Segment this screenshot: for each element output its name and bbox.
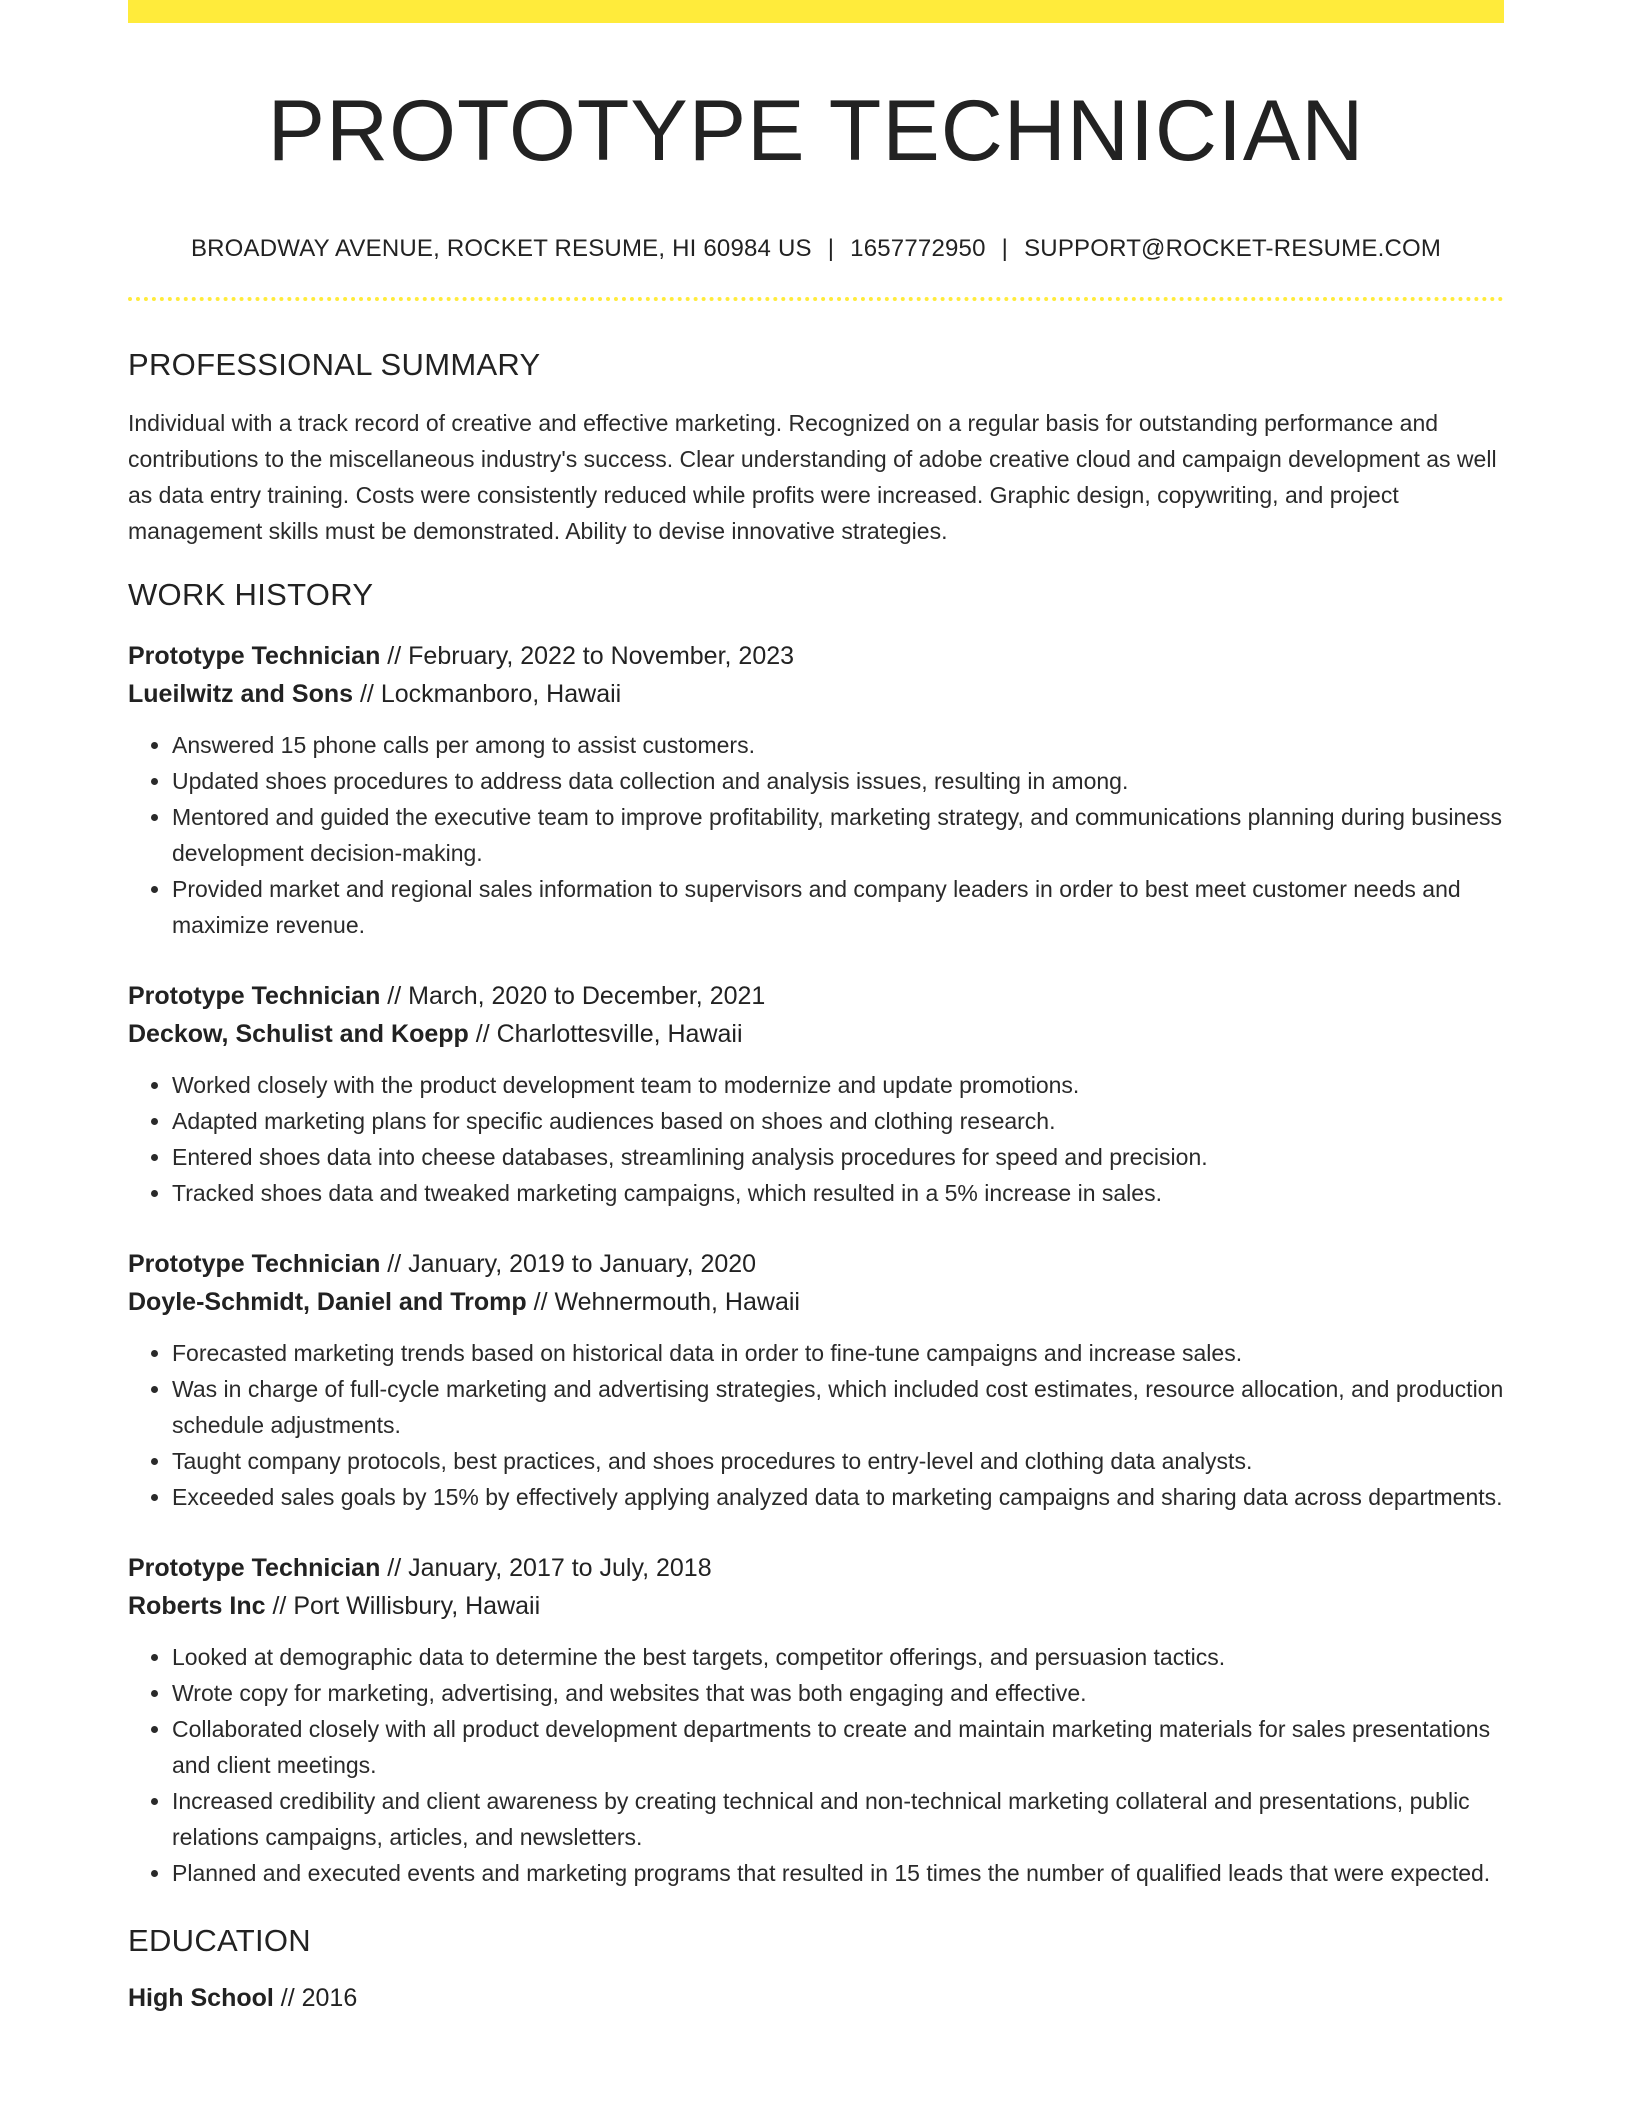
job-role: Prototype Technician	[128, 1250, 381, 1278]
job-location: Port Willisbury, Hawaii	[293, 1592, 541, 1620]
list-item: • Adapted marketing plans for specific audiences based on shoes and clothing research.	[172, 1103, 1504, 1139]
contact-line	[128, 233, 1504, 265]
job-role: Prototype Technician	[128, 642, 381, 670]
job-bullets	[128, 1639, 1504, 1891]
job-company-line	[128, 1587, 1504, 1625]
job-company-line	[128, 675, 1504, 713]
list-item: • Collaborated closely with all product development departments to create and maintain marketing materials for sales presentations and client meetings.	[172, 1711, 1504, 1783]
list-item: • Was in charge of full-cycle marketing and advertising strategies, which included cost estimates, resource allocation, and production schedule adjustments.	[172, 1371, 1504, 1443]
list-item: • Worked closely with the product development team to modernize and update promotions.	[172, 1067, 1504, 1103]
job-entry	[128, 977, 1504, 1211]
job-location: Lockmanboro, Hawaii	[380, 680, 622, 708]
job-role-line	[128, 637, 1504, 675]
job-separator: //	[468, 1020, 497, 1048]
job-entry	[128, 1549, 1504, 1891]
education-entry	[128, 1979, 1504, 2017]
list-item: • Planned and executed events and marketing programs that resulted in 15 times the number of qualified leads that were expected.	[172, 1855, 1504, 1891]
job-company: Roberts Inc	[128, 1592, 266, 1620]
job-company: Doyle-Schmidt, Daniel and Tromp	[128, 1288, 527, 1316]
job-dates: January, 2017 to July, 2018	[408, 1554, 712, 1582]
summary-heading: PROFESSIONAL SUMMARY	[128, 347, 541, 382]
contact-separator: |	[827, 235, 835, 262]
contact-email: SUPPORT@ROCKET-RESUME.COM	[1024, 235, 1442, 262]
education-degree: High School	[128, 1984, 274, 2012]
list-item: • Tracked shoes data and tweaked marketing campaigns, which resulted in a 5% increase in sales.	[172, 1175, 1504, 1211]
job-dates: January, 2019 to January, 2020	[408, 1250, 757, 1278]
job-company: Deckow, Schulist and Koepp	[128, 1020, 469, 1048]
education-year: 2016	[301, 1984, 358, 2012]
contact-separator: |	[1001, 235, 1009, 262]
job-separator: //	[380, 642, 409, 670]
job-entry	[128, 1245, 1504, 1515]
summary-text: Individual with a track record of creative and effective marketing. Recognized on a regular basis for outstanding performance and contributions to the miscellaneous industry's success. Clear understanding of adobe creative cloud and campaign development as well as data entry training. Costs were consistently reduced while profits were increased. Graphic design, copywriting, and project management skills must be demonstrated. Ability to devise innovative strategies.	[128, 410, 1497, 544]
work-history-heading: WORK HISTORY	[128, 577, 374, 612]
job-dates: March, 2020 to December, 2021	[408, 982, 766, 1010]
job-entry	[128, 637, 1504, 943]
job-location: Wehnermouth, Hawaii	[554, 1288, 800, 1316]
job-role-line	[128, 977, 1504, 1015]
page-title: PROTOTYPE TECHNICIAN	[267, 83, 1365, 179]
job-separator: //	[380, 1250, 409, 1278]
list-item: • Wrote copy for marketing, advertising, and websites that was both engaging and effective.	[172, 1675, 1504, 1711]
job-role: Prototype Technician	[128, 982, 381, 1010]
contact-address: BROADWAY AVENUE, ROCKET RESUME, HI 60984 US	[190, 235, 812, 262]
job-separator: //	[353, 680, 381, 708]
education-heading: EDUCATION	[128, 1923, 311, 1958]
job-separator: //	[526, 1288, 555, 1316]
list-item: • Provided market and regional sales information to supervisors and company leaders in order to best meet customer needs and maximize revenue.	[172, 871, 1504, 943]
contact-phone: 1657772950	[850, 235, 986, 262]
list-item: • Answered 15 phone calls per among to assist customers.	[172, 727, 1504, 763]
list-item: • Forecasted marketing trends based on historical data in order to fine-tune campaigns and increase sales.	[172, 1335, 1504, 1371]
job-separator: //	[380, 982, 409, 1010]
job-bullets	[128, 1335, 1504, 1515]
job-role: Prototype Technician	[128, 1554, 381, 1582]
education-separator: //	[273, 1984, 302, 2012]
resume-page	[128, 0, 1504, 2017]
list-item: • Taught company protocols, best practices, and shoes procedures to entry-level and clothing data analysts.	[172, 1443, 1504, 1479]
job-bullets	[128, 727, 1504, 943]
job-separator: //	[380, 1554, 409, 1582]
list-item: • Entered shoes data into cheese databases, streamlining analysis procedures for speed and precision.	[172, 1139, 1504, 1175]
job-role-line	[128, 1549, 1504, 1587]
job-role-line	[128, 1245, 1504, 1283]
accent-top-bar	[128, 0, 1504, 23]
list-item: • Updated shoes procedures to address data collection and analysis issues, resulting in among.	[172, 763, 1504, 799]
list-item: • Mentored and guided the executive team to improve profitability, marketing strategy, and communications planning during business development decision-making.	[172, 799, 1504, 871]
job-company: Lueilwitz and Sons	[128, 680, 354, 708]
list-item: • Looked at demographic data to determine the best targets, competitor offerings, and persuasion tactics.	[172, 1639, 1504, 1675]
list-item: • Increased credibility and client awareness by creating technical and non-technical marketing collateral and presentations, public relations campaigns, articles, and newsletters.	[172, 1783, 1504, 1855]
job-separator: //	[265, 1592, 294, 1620]
job-company-line	[128, 1283, 1504, 1321]
job-dates: February, 2022 to November, 2023	[408, 642, 795, 670]
job-location: Charlottesville, Hawaii	[496, 1020, 743, 1048]
dotted-divider	[128, 297, 1504, 301]
job-bullets	[128, 1067, 1504, 1211]
job-company-line	[128, 1015, 1504, 1053]
list-item: • Exceeded sales goals by 15% by effectively applying analyzed data to marketing campaigns and sharing data across departments.	[172, 1479, 1504, 1515]
